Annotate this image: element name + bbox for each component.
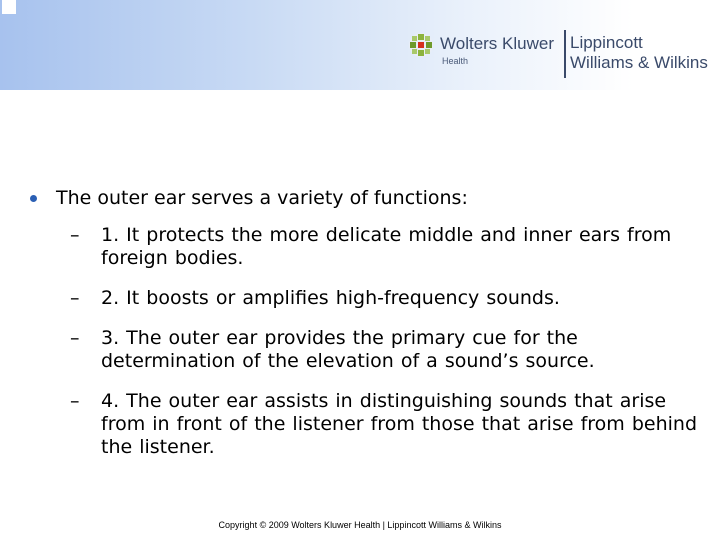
sub-bullet-text: 3. The outer ear provides the primary cue for the determination of the elevation of a sound’s source.	[101, 327, 595, 372]
sub-bullet-text: 2. It boosts or amplifies high-frequency sounds.	[101, 287, 560, 309]
dash-bullet-icon: –	[70, 327, 80, 349]
sub-bullet-text: 4. The outer ear assists in distinguishing sounds that arise from in front of the listener from those that arise from behind the listener.	[101, 390, 698, 458]
dash-bullet-icon: –	[70, 390, 80, 412]
bullet-dot-icon	[30, 195, 37, 202]
logo-divider	[564, 30, 566, 78]
sub-bullet-list	[30, 224, 710, 459]
publisher-logo	[408, 30, 718, 80]
logo-brand-name: Wolters Kluwer	[440, 34, 554, 53]
sub-bullet-item	[30, 287, 710, 310]
sub-bullet-text: 1. It protects the more delicate middle and inner ears from foreign bodies.	[101, 224, 672, 269]
wolters-kluwer-mark-icon	[408, 32, 434, 58]
dash-bullet-icon: –	[70, 287, 80, 309]
sub-bullet-item	[30, 224, 710, 270]
dash-bullet-icon: –	[70, 224, 80, 246]
copyright-footer: Copyright © 2009 Wolters Kluwer Health | Lippincott Williams & Wilkins	[218, 520, 502, 530]
main-bullet	[30, 186, 710, 210]
sub-bullet-item	[30, 390, 710, 459]
logo-partner	[570, 33, 708, 73]
corner-square-decoration	[2, 0, 16, 14]
logo-partner-line2: Williams & Wilkins	[570, 53, 708, 72]
logo-partner-line1: Lippincott	[570, 33, 643, 52]
main-bullet-text: The outer ear serves a variety of functions:	[56, 187, 468, 209]
logo-brand-sub: Health	[442, 56, 469, 66]
sub-bullet-item	[30, 327, 710, 373]
slide-content	[30, 186, 710, 476]
